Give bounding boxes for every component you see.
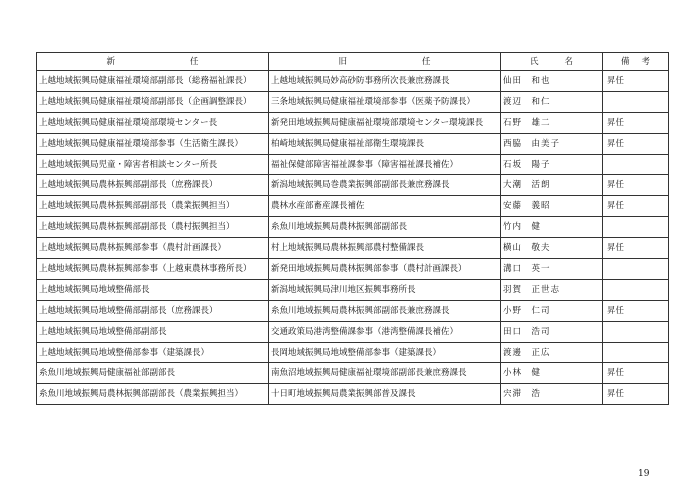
table-row: [37, 321, 669, 342]
header-new-position: 新 任: [37, 53, 269, 71]
new-position-cell: 上越地域振興局農林振興部参事（農村計画課長）: [37, 238, 269, 259]
name-cell: 宍滞 浩: [501, 384, 603, 405]
remarks-cell: 昇任: [603, 238, 669, 259]
new-position-cell: 上越地域振興局健康福祉環境部参事（生活衛生課長）: [37, 133, 269, 154]
name-cell: 竹内 健: [501, 217, 603, 238]
old-position-cell: 新発田地域振興局健康福祉環境部環境センター環境課長: [269, 112, 501, 133]
table-row: [37, 342, 669, 363]
table-row: [37, 112, 669, 133]
old-position-cell: 上越地域振興局妙高砂防事務所次長兼庶務課長: [269, 71, 501, 92]
remarks-cell: 昇任: [603, 71, 669, 92]
table-row: [37, 133, 669, 154]
new-position-cell: 上越地域振興局地域整備部長: [37, 279, 269, 300]
remarks-cell: [603, 91, 669, 112]
name-cell: 横山 敬夫: [501, 238, 603, 259]
new-position-cell: 上越地域振興局農林振興部副部長（庶務課長）: [37, 175, 269, 196]
name-cell: 渡辺 和仁: [501, 91, 603, 112]
table-row: [37, 154, 669, 175]
table-row: [37, 71, 669, 92]
table-row: [37, 300, 669, 321]
remarks-cell: 昇任: [603, 384, 669, 405]
new-position-cell: 糸魚川地域振興局農林振興部副部長（農業振興担当）: [37, 384, 269, 405]
new-position-cell: 上越地域振興局児童・障害者相談センター所長: [37, 154, 269, 175]
name-cell: 溝口 英一: [501, 259, 603, 280]
remarks-cell: 昇任: [603, 196, 669, 217]
personnel-table: [36, 52, 669, 405]
remarks-cell: [603, 217, 669, 238]
remarks-cell: [603, 154, 669, 175]
name-cell: 羽賀 正世志: [501, 279, 603, 300]
table-row: [37, 91, 669, 112]
name-cell: 石野 雄二: [501, 112, 603, 133]
table-row: [37, 217, 669, 238]
old-position-cell: 交通政策局港湾整備課参事（港湾整備課長補佐）: [269, 321, 501, 342]
old-position-cell: 新潟地域振興局津川地区振興事務所長: [269, 279, 501, 300]
name-cell: 渡邊 正広: [501, 342, 603, 363]
new-position-cell: 上越地域振興局健康福祉環境部副部長（総務福祉課長）: [37, 71, 269, 92]
name-cell: 西脇 由美子: [501, 133, 603, 154]
remarks-cell: 昇任: [603, 363, 669, 384]
name-cell: 仙田 和也: [501, 71, 603, 92]
remarks-cell: 昇任: [603, 112, 669, 133]
remarks-cell: 昇任: [603, 133, 669, 154]
name-cell: 小林 健: [501, 363, 603, 384]
remarks-cell: [603, 259, 669, 280]
old-position-cell: 十日町地域振興局農業振興部普及課長: [269, 384, 501, 405]
table-row: [37, 175, 669, 196]
table-row: [37, 238, 669, 259]
old-position-cell: 新発田地域振興局農林振興部参事（農村計画課長）: [269, 259, 501, 280]
header-name: 氏 名: [501, 53, 603, 71]
remarks-cell: 昇任: [603, 300, 669, 321]
page-number: 19: [638, 469, 650, 479]
header-row: [37, 53, 669, 71]
remarks-cell: [603, 321, 669, 342]
old-position-cell: 村上地域振興局農林振興部農村整備課長: [269, 238, 501, 259]
old-position-cell: 糸魚川地域振興局農林振興部副部長: [269, 217, 501, 238]
old-position-cell: 新潟地域振興局巻農業振興部副部長兼庶務課長: [269, 175, 501, 196]
header-remarks: 備 考: [603, 53, 669, 71]
name-cell: 大潮 活朗: [501, 175, 603, 196]
remarks-cell: [603, 342, 669, 363]
name-cell: 安藤 義昭: [501, 196, 603, 217]
new-position-cell: 上越地域振興局健康福祉環境部副部長（企画調整課長）: [37, 91, 269, 112]
new-position-cell: 上越地域振興局地域整備部副部長（庶務課長）: [37, 300, 269, 321]
old-position-cell: 南魚沼地域振興局健康福祉環境部副部長兼庶務課長: [269, 363, 501, 384]
name-cell: 石坂 陽子: [501, 154, 603, 175]
old-position-cell: 三条地域振興局健康福祉環境部参事（医薬予防課長）: [269, 91, 501, 112]
remarks-cell: 昇任: [603, 175, 669, 196]
table-row: [37, 259, 669, 280]
new-position-cell: 上越地域振興局農林振興部参事（上越東農林事務所長）: [37, 259, 269, 280]
header-old-position: 旧 任: [269, 53, 501, 71]
old-position-cell: 長岡地域振興局地域整備部参事（建築課長）: [269, 342, 501, 363]
old-position-cell: 糸魚川地域振興局農林振興部副部長兼庶務課長: [269, 300, 501, 321]
new-position-cell: 糸魚川地域振興局健康福祉部副部長: [37, 363, 269, 384]
new-position-cell: 上越地域振興局地域整備部副部長: [37, 321, 269, 342]
table-row: [37, 196, 669, 217]
old-position-cell: 農林水産部畜産課長補佐: [269, 196, 501, 217]
new-position-cell: 上越地域振興局地域整備部参事（建築課長）: [37, 342, 269, 363]
old-position-cell: 柏崎地域振興局健康福祉部衛生環境課長: [269, 133, 501, 154]
name-cell: 田口 浩司: [501, 321, 603, 342]
table-row: [37, 384, 669, 405]
new-position-cell: 上越地域振興局健康福祉環境部環境センター長: [37, 112, 269, 133]
table-row: [37, 279, 669, 300]
table-row: [37, 363, 669, 384]
remarks-cell: [603, 279, 669, 300]
new-position-cell: 上越地域振興局農林振興部副部長（農村振興担当）: [37, 217, 269, 238]
name-cell: 小野 仁司: [501, 300, 603, 321]
new-position-cell: 上越地域振興局農林振興部副部長（農業振興担当）: [37, 196, 269, 217]
old-position-cell: 福祉保健部障害福祉課参事（障害福祉課長補佐）: [269, 154, 501, 175]
